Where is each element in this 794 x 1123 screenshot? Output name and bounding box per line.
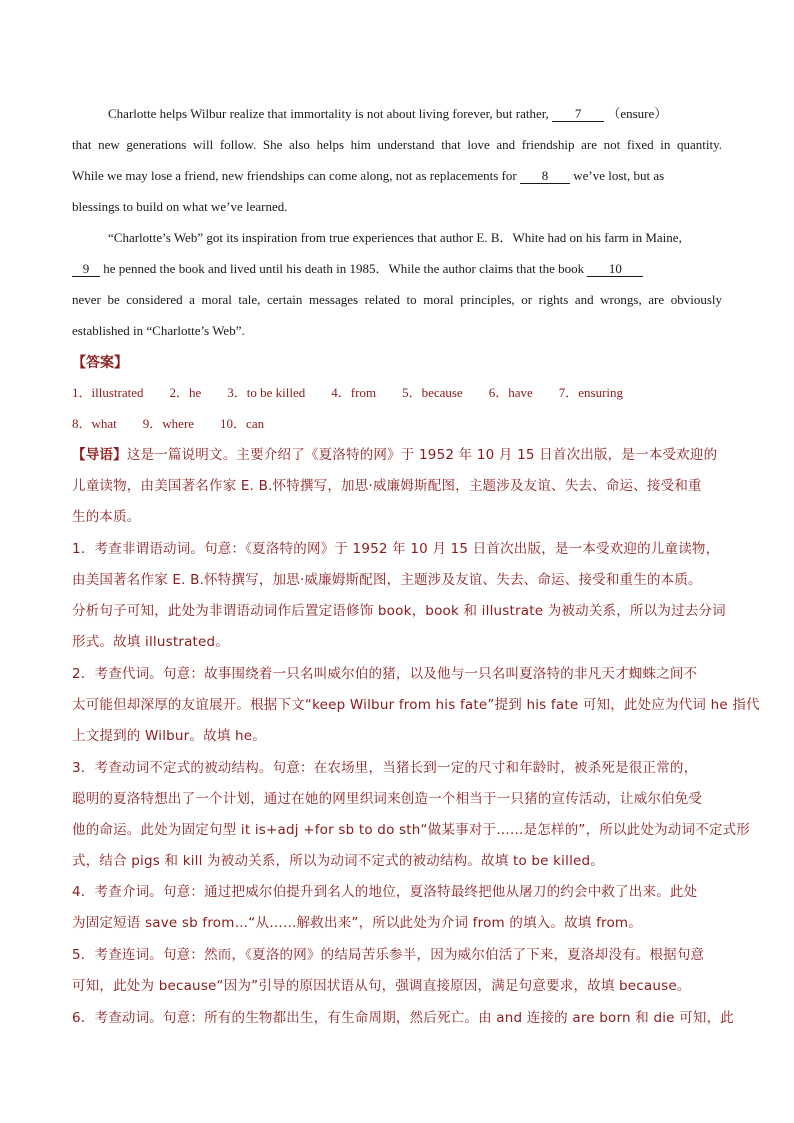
guide-label: 【导语】 <box>72 447 127 463</box>
passage-line: 9 he penned the book and lived until his death in 1985．While the author claims that the book 10 <box>72 261 722 277</box>
passage-line: Charlotte helps Wilbur realize that immortality is not about living forever, but rather, 7 （ensure） <box>108 106 668 121</box>
explain-3-line: 3．考查动词不定式的被动结构。句意：在农场里，当猪长到一定的尺寸和年龄时，被杀死是很正常的， <box>72 760 698 776</box>
explain-3-line: 聪明的夏洛特想出了一个计划，通过在她的网里织词来创造一个相当于一只猪的宣传活动，让威尔伯免受 <box>72 791 703 807</box>
explain-3-line: 式，结合 pigs 和 kill 为被动关系，所以为动词不定式的被动结构。故填 to be killed。 <box>72 853 605 869</box>
passage-line: never be considered a moral tale, certain messages related to moral principles, or rights and wrongs, are obviously <box>72 292 722 307</box>
guide-line: 儿童读物，由美国著名作家 E. B.怀特撰写，加思·威廉姆斯配图，主题涉及友谊、失去、命运、接受和重 <box>72 478 702 494</box>
blank-7: 7 <box>552 107 604 122</box>
blank-8: 8 <box>520 169 570 184</box>
explain-1-line: 1．考查非谓语动词。句意：《夏洛特的网》于 1952 年 10 月 15 日首次出版，是一本受欢迎的儿童读物， <box>72 541 720 557</box>
passage-line: that new generations will follow. She also helps him understand that love and friendship are not fixed in quantity. <box>72 137 722 152</box>
explain-5-line: 5．考查连词。句意：然而，《夏洛的网》的结局苦乐参半，因为威尔伯活了下来，夏洛却没有。根据句意 <box>72 947 705 963</box>
guide-line: 【导语】这是一篇说明文。主要介绍了《夏洛特的网》于 1952 年 10 月 15 日首次出版，是一本受欢迎的 <box>72 447 718 463</box>
explain-6-line: 6．考查动词。句意：所有的生物都出生，有生命周期，然后死亡。由 and 连接的 are born 和 die 可知，此 <box>72 1010 734 1026</box>
passage-line: blessings to build on what we’ve learned. <box>72 199 288 214</box>
guide-line: 生的本质。 <box>72 509 141 525</box>
explain-3-line: 他的命运。此处为固定句型 it is+adj +for sb to do sth“做某事对于……是怎样的”，所以此处为动词不定式形 <box>72 822 750 838</box>
blank-9: 9 <box>72 262 100 277</box>
answer-heading: 【答案】 <box>72 355 128 371</box>
passage-line: established in “Charlotte’s Web”. <box>72 323 245 338</box>
explain-5-line: 可知，此处为 because“因为”引导的原因状语从句，强调直接原因，满足句意要求，故填 because。 <box>72 978 691 994</box>
blank-10: 10 <box>587 262 643 277</box>
explain-1-line: 形式。故填 illustrated。 <box>72 634 230 650</box>
answer-row-2: 8．what 9．where 10．can <box>72 416 265 431</box>
explain-2-line: 上文提到的 Wilbur。故填 he。 <box>72 728 266 744</box>
explain-4-line: 4．考查介词。句意：通过把威尔伯提升到名人的地位，夏洛特最终把他从屠刀的约会中救了出来。此处 <box>72 884 698 900</box>
explain-2-line: 太可能但却深厚的友谊展开。根据下文“keep Wilbur from his fate”提到 his fate 可知，此处应为代词 he 指代 <box>72 697 760 713</box>
explain-2-line: 2．考查代词。句意：故事围绕着一只名叫威尔伯的猪，以及他与一只名叫夏洛特的非凡天才蜘蛛之间不 <box>72 666 698 682</box>
explain-1-line: 分析句子可知，此处为非谓语动词作后置定语修饰 book，book 和 illustrate 为被动关系，所以为过去分词 <box>72 603 726 619</box>
explain-1-line: 由美国著名作家 E. B.怀特撰写，加思·威廉姆斯配图，主题涉及友谊、失去、命运、接受和重生的本质。 <box>72 572 702 588</box>
passage-line: While we may lose a friend, new friendships can come along, not as replacements for 8 we’ve lost, but as <box>72 168 665 183</box>
passage-line: “Charlotte’s Web” got its inspiration from true experiences that author E. B．White had on his farm in Maine, <box>108 230 682 245</box>
answer-row-1: 1．illustrated 2．he 3．to be killed 4．from 5．because 6．have 7．ensuring <box>72 385 624 400</box>
explain-4-line: 为固定短语 save sb from…“从……解救出来”，所以此处为介词 from 的填入。故填 from。 <box>72 915 642 931</box>
